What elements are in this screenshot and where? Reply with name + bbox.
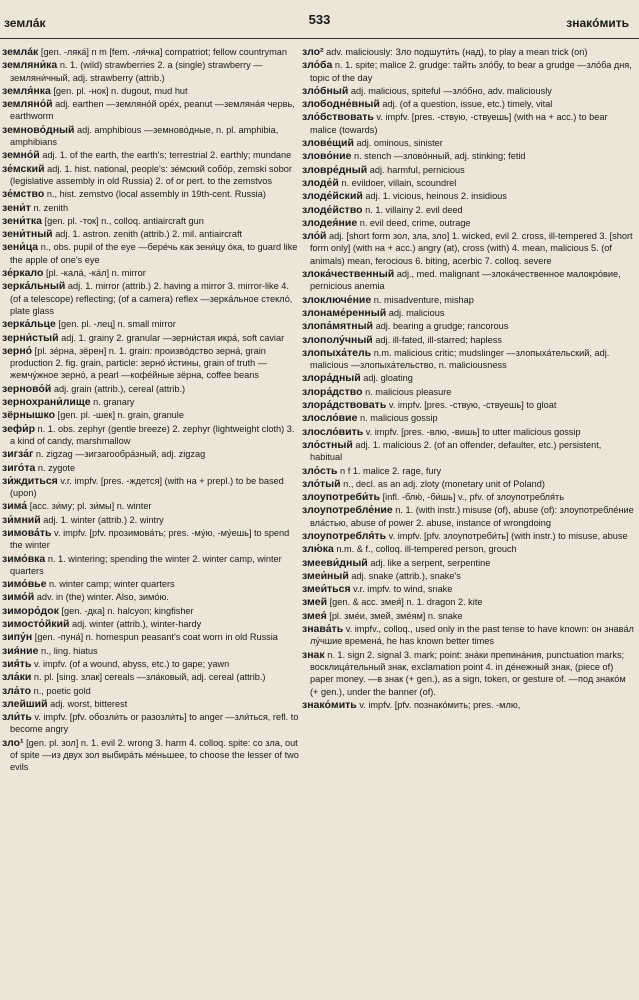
- dictionary-entry: [2, 409, 300, 421]
- entry-headword: зерни́стый: [2, 331, 59, 344]
- dictionary-entry: [302, 426, 636, 438]
- dictionary-entry: [302, 294, 636, 306]
- dictionary-entry: [2, 605, 300, 617]
- dictionary-entry: [2, 318, 300, 330]
- entry-definition: n., obs. pupil of the eye —бере́чь как зени́цу о́ка, to guard like the apple of one's eye: [10, 242, 298, 265]
- entry-definition: adj. malicious, spiteful —зло́бно, adv. maliciously: [350, 85, 552, 96]
- dictionary-entry: [302, 85, 636, 97]
- dictionary-entry: [2, 698, 300, 710]
- entry-definition: n. malicious pleasure: [365, 386, 452, 397]
- dictionary-entry: [302, 699, 636, 711]
- entry-headword: зло́й: [302, 230, 327, 243]
- entry-headword: знако́мить: [302, 698, 357, 711]
- entry-headword: злопа́мятный: [302, 320, 374, 333]
- entry-definition: n. 1. wintering; spending the winter 2. winter camp, winter quarters: [10, 553, 282, 576]
- entry-headword: зимо́вье: [2, 578, 47, 591]
- entry-headword: зло¹: [2, 736, 24, 749]
- entry-headword: зимова́ть: [2, 526, 52, 539]
- entry-headword: злово́ние: [302, 150, 352, 163]
- entry-definition: v. impfv. [pfv. прозимова́ть; pres. -му́ю, -му́ешь] to spend the winter: [10, 527, 290, 551]
- entry-definition: adj. malicious: [388, 307, 445, 318]
- dictionary-entry: [302, 478, 636, 490]
- entry-headword: зимо́й: [2, 591, 35, 604]
- entry-headword: зимо́вка: [2, 552, 46, 565]
- dictionary-entry: [302, 217, 636, 229]
- entry-headword: зиго́та: [2, 461, 36, 474]
- left-column: [2, 46, 300, 1000]
- dictionary-entry: [2, 149, 300, 161]
- dictionary-entry: [302, 583, 636, 595]
- dictionary-entry: [302, 307, 636, 319]
- entry-definition: n. zigzag —зигзагообра́зный, adj. zigzag: [35, 449, 206, 460]
- entry-definition: [gen. pl. зол] n. 1. evil 2. wrong 3. harm 4. colloq. spite: со зла, out of spite —из двух зол выбира́ть ме́ньшее, to choose the lesser of two evils: [10, 737, 299, 773]
- dictionary-entry: [2, 578, 300, 590]
- dictionary-entry: [2, 124, 300, 149]
- dictionary-entry: [2, 514, 300, 526]
- entry-headword: знак: [302, 648, 325, 661]
- dictionary-entry: [2, 711, 300, 736]
- entry-definition: n. 1. sign 2. signal 3. mark; point: зна́ки препина́ния, punctuation marks; восклица́тельный знак, exclamation point 4. in де́нежный знак, (piece of) paper money. —в знак (+ gen.), as a sign, token, or gesture of. —под знако́м (+ gen.), under the banner (of).: [310, 649, 626, 697]
- entry-definition: adj. ominous, sinister: [356, 138, 443, 149]
- entry-headword: зло́тый: [302, 477, 341, 490]
- entry-definition: adj. gloating: [363, 373, 413, 384]
- dictionary-entry: [302, 190, 636, 202]
- entry-definition: adj. 1. winter (attrib.) 2. wintry: [43, 514, 164, 525]
- entry-headword: злоде́й: [302, 176, 339, 189]
- entry-headword: злодея́ние: [302, 216, 358, 229]
- entry-headword: злора́дствовать: [302, 399, 387, 412]
- dictionary-entry: [2, 737, 300, 774]
- entry-headword: злополу́чный: [302, 333, 373, 346]
- entry-headword: земля́нка: [2, 84, 51, 97]
- entry-definition: adj. bearing a grudge; rancorous: [375, 321, 509, 332]
- entry-definition: [gen. -пуна́] n. homespun peasant's coat worn in old Russia: [34, 632, 278, 643]
- dictionary-entry: [2, 383, 300, 395]
- entry-definition: n. 1. (wild) strawberries 2. a (single) strawberry —земляни́чный, adj. strawberry (attrib.): [10, 60, 263, 83]
- entry-definition: n. pl. [sing. злак] cereals —зла́ковый, adj. cereal (attrib.): [33, 672, 266, 683]
- entry-headword: зефи́р: [2, 422, 35, 435]
- entry-definition: adj. ill-fated, ill-starred; hapless: [375, 334, 502, 345]
- entry-definition: n. granary: [93, 397, 135, 408]
- entry-headword: зия́ние: [2, 644, 39, 657]
- dictionary-entry: [302, 610, 636, 622]
- entry-headword: зёрнышко: [2, 409, 56, 422]
- dictionary-entry: [2, 618, 300, 630]
- entry-headword: зли́ть: [2, 711, 32, 724]
- entry-headword: зени́т: [2, 201, 31, 214]
- entry-definition: v. impfv. [pfv. злоупотреби́ть] (with instr.) to misuse, abuse: [388, 530, 628, 541]
- entry-headword: зло́сть: [302, 464, 338, 477]
- entry-headword: злосло́вить: [302, 425, 364, 438]
- entry-definition: [gen. pl. -нок] n. dugout, mud hut: [53, 85, 188, 96]
- dictionary-entry: [302, 59, 636, 84]
- entry-definition: v.r. impfv. to wind, snake: [353, 584, 453, 595]
- dictionary-entry: [302, 570, 636, 582]
- entry-definition: adj. 1. of the earth, the earth's; terrestrial 2. earthly; mundane: [42, 150, 292, 161]
- page-number: 533: [308, 12, 331, 27]
- entry-definition: n. misadventure, mishap: [373, 294, 474, 305]
- entry-headword: злоупотреби́ть: [302, 491, 381, 504]
- dictionary-entry: [2, 280, 300, 317]
- entry-definition: [gen. & acc. змея́] n. 1. dragon 2. kite: [329, 597, 483, 608]
- entry-headword: злонаме́ренный: [302, 306, 387, 319]
- entry-headword: зерново́й: [2, 382, 52, 395]
- entry-headword: злосло́вие: [302, 412, 358, 425]
- entry-definition: n., poetic gold: [33, 685, 91, 696]
- dictionary-entry: [302, 465, 636, 477]
- entry-definition: n. 1. villainy 2. evil deed: [365, 204, 463, 215]
- dictionary-entry: [302, 111, 636, 136]
- dictionary-entry: [302, 399, 636, 411]
- entry-headword: зе́ркало: [2, 267, 44, 280]
- dictionary-entry: [2, 423, 300, 448]
- entry-definition: n.m. & f., colloq. ill-tempered person, grouch: [336, 544, 517, 555]
- dictionary-entry: [302, 347, 636, 372]
- dictionary-entry: [302, 164, 636, 176]
- entry-headword: змеи́ться: [302, 583, 351, 596]
- dictionary-entry: [2, 188, 300, 200]
- entry-headword: злоключе́ние: [302, 293, 372, 306]
- dictionary-entry: [2, 46, 300, 58]
- dictionary-entry: [2, 591, 300, 603]
- entry-headword: злейший: [2, 697, 48, 710]
- dictionary-entry: [302, 649, 636, 698]
- left-guide-word: землáк: [4, 16, 46, 30]
- dictionary-entry: [302, 543, 636, 555]
- entry-headword: зло́стный: [302, 438, 353, 451]
- entry-definition: adj. [short form зол, зла, зло] 1. wicked, evil 2. cross, ill-tempered 3. [short form only] (with на + acc.) angry (at), cross (with) 4. mean, malicious 5. (of animals) mean, ferocious 6. biting, acerbic 7. colloq. severe: [310, 231, 633, 266]
- entry-headword: змеи́ный: [302, 569, 349, 582]
- entry-headword: злоде́йский: [302, 190, 363, 203]
- dictionary-entry: [2, 631, 300, 643]
- entry-headword: злове́щий: [302, 137, 354, 150]
- entry-definition: adj. 1. grainy 2. granular —зерни́стая икра́, soft caviar: [61, 332, 285, 343]
- entry-definition: n. evil deed, crime, outrage: [359, 217, 471, 228]
- entry-headword: зе́мский: [2, 162, 45, 175]
- entry-headword: зи́мний: [2, 513, 41, 526]
- entry-headword: зерно́: [2, 344, 33, 357]
- entry-headword: змееви́дный: [302, 556, 368, 569]
- dictionary-entry: [2, 462, 300, 474]
- entry-headword: зени́тка: [2, 214, 42, 227]
- dictionary-entry: [2, 98, 300, 123]
- right-column: [302, 46, 636, 1000]
- entry-headword: змей: [302, 596, 328, 609]
- entry-headword: злоде́йство: [302, 203, 363, 216]
- entry-definition: n. malicious gossip: [360, 413, 438, 424]
- entry-definition: adj. 1. astron. zenith (attrib.) 2. mil. antiaircraft: [55, 229, 243, 240]
- entry-definition: adj. amphibious —земново́дные, n. pl. amphibia, amphibians: [10, 124, 279, 148]
- entry-definition: [gen. pl. -шек] n. grain, granule: [57, 410, 184, 421]
- entry-headword: земляно́й: [2, 98, 53, 111]
- entry-headword: злока́чественный: [302, 268, 395, 281]
- running-head: [0, 10, 639, 34]
- entry-headword: зло́бствовать: [302, 111, 374, 124]
- entry-definition: [gen. pl. -ток] n., colloq. antiaircraft gun: [44, 215, 204, 226]
- entry-definition: v.r. impfv. [pres. -ждется] (with на + prepl.) to be based (upon): [10, 475, 284, 499]
- entry-definition: [pl. зе́рна, зёрен] n. 1. grain: произво́дство зерна́, grain production 2. fig. grain, particle: зерно́ и́стины, grain of truth —жемчу́жное зерно́, a pearl —кофе́йные зёрна, coffee beans: [10, 345, 267, 381]
- dictionary-entry: [2, 448, 300, 460]
- entry-definition: n.m. malicious critic; mudslinger —злопыха́тельский, adj. malicious —злопыха́тельство, n. maliciousness: [310, 347, 610, 371]
- entry-headword: землáк: [2, 46, 39, 58]
- entry-definition: n., ling. hiatus: [41, 645, 98, 656]
- entry-headword: зло²: [302, 46, 324, 58]
- entry-headword: злоупотребле́ние: [302, 504, 393, 517]
- entry-definition: n., hist. zemstvo (local assembly in 19th-cent. Russia): [46, 189, 266, 200]
- dictionary-entry: [302, 98, 636, 110]
- entry-headword: зла́ки: [2, 671, 32, 684]
- entry-definition: [gen. pl. -лец] n. small mirror: [58, 319, 176, 330]
- entry-headword: зловре́дный: [302, 163, 368, 176]
- entry-headword: злора́дство: [302, 385, 363, 398]
- dictionary-entry: [2, 671, 300, 683]
- entry-definition: v. impfv., colloq., used only in the past tense to have known: он знава́л лу́чшие времена́, he has known better times: [310, 624, 634, 647]
- entry-definition: n f 1. malice 2. rage, fury: [340, 465, 442, 476]
- entry-headword: зерка́льце: [2, 318, 56, 331]
- entry-headword: злободне́вный: [302, 98, 380, 111]
- entry-definition: v. impfv. [pres. -влю, -вишь] to utter malicious gossip: [365, 426, 581, 437]
- dictionary-entry: [302, 204, 636, 216]
- entry-definition: adj. like a serpent, serpentine: [370, 557, 491, 568]
- entry-headword: земново́дный: [2, 123, 75, 136]
- entry-headword: зло́бный: [302, 84, 349, 97]
- entry-definition: [pl. -кала́, -ка́л] n. mirror: [45, 268, 146, 279]
- dictionary-entry: [2, 85, 300, 97]
- entry-headword: зиморо́док: [2, 604, 59, 617]
- entry-definition: [infl. -блю́, -би́шь] v., pfv. of злоупотребля́ть: [382, 492, 564, 503]
- entry-headword: злю́ка: [302, 543, 334, 556]
- entry-definition: [pl. зме́и, змей, зме́ям] n. snake: [329, 610, 463, 621]
- dictionary-entry: [302, 439, 636, 464]
- dictionary-entry: [302, 623, 636, 648]
- dictionary-entry: [2, 658, 300, 670]
- entry-headword: зи́ждиться: [2, 474, 58, 487]
- entry-headword: зипу́н: [2, 631, 33, 644]
- entry-definition: adj. 1. hist. national, people's: зе́мский собо́р, zemski sobor (legislative assembly in old Russia) 2. of or pert. to the zemstvos: [10, 163, 292, 186]
- entry-definition: adv. in (the) winter. Also, зимо́ю.: [36, 592, 169, 603]
- entry-definition: adj. (of a question, issue, etc.) timely, vital: [382, 99, 553, 110]
- dictionary-entry: [2, 215, 300, 227]
- dictionary-entry: [2, 500, 300, 512]
- dictionary-entry: [2, 345, 300, 382]
- dictionary-entry: [302, 320, 636, 332]
- entry-headword: зе́мство: [2, 188, 45, 201]
- entry-definition: adj. worst, bitterest: [50, 698, 128, 709]
- entry-definition: n. 1. obs. zephyr (gentle breeze) 2. zephyr (lightweight cloth) 3. a kind of candy, marshmallow: [10, 423, 295, 446]
- dictionary-entry: [2, 163, 300, 188]
- entry-definition: adj. 1. mirror (attrib.) 2. having a mirror 3. mirror-like 4. (of a telescope) reflecting; (of a camera) reflex —зерка́льное стекло́, plate glass: [10, 281, 293, 316]
- entry-definition: adv. maliciously: Зло подшути́ть (над), to play a mean trick (on): [326, 47, 588, 57]
- entry-definition: v. impfv. [pfv. познако́мить; pres. -млю,: [359, 699, 521, 710]
- dictionary-entry: [2, 241, 300, 266]
- dictionary-entry: [302, 386, 636, 398]
- entry-definition: n. evildoer, villain, scoundrel: [341, 177, 457, 188]
- dictionary-entry: [302, 46, 636, 58]
- entry-definition: [gen. -лякá] n m [fem. -ля́чка] compatriot; fellow countryman: [40, 47, 288, 57]
- entry-definition: [acc. зи́му; pl. зи́мы] n. winter: [29, 501, 152, 512]
- header-rule: [0, 38, 639, 39]
- dictionary-entry: [2, 645, 300, 657]
- entry-definition: n., decl. as an adj. zloty (monetary unit of Poland): [343, 478, 545, 489]
- entry-headword: зернохрани́лище: [2, 396, 91, 409]
- dictionary-entry: [302, 230, 636, 267]
- entry-headword: зло́ба: [302, 59, 333, 72]
- entry-headword: зигза́г: [2, 448, 34, 461]
- dictionary-entry: [2, 475, 300, 500]
- entry-headword: зерка́льный: [2, 280, 66, 293]
- entry-headword: злора́дный: [302, 372, 361, 385]
- dictionary-entry: [2, 685, 300, 697]
- dictionary-entry: [302, 150, 636, 162]
- dictionary-entry: [302, 268, 636, 293]
- dictionary-entry: [302, 334, 636, 346]
- entry-definition: adj., med. malignant —злока́чественное малокро́вие, pernicious anemia: [310, 269, 621, 292]
- entry-definition: n. stench —злово́нный, adj. stinking; fetid: [353, 151, 526, 162]
- dictionary-entry: [2, 228, 300, 240]
- entry-headword: змея́: [302, 609, 327, 622]
- entry-definition: n. zygote: [37, 462, 76, 473]
- entry-headword: злопыха́тель: [302, 346, 372, 359]
- entry-headword: злоупотребля́ть: [302, 529, 387, 542]
- entry-definition: v. impfv. [pres. -ствую, -ствуешь] (with на + acc.) to bear malice (towards): [310, 112, 608, 135]
- entry-definition: adj. 1. vicious, heinous 2. insidious: [365, 191, 507, 202]
- dictionary-entry: [302, 504, 636, 529]
- entry-definition: n. zenith: [33, 202, 69, 213]
- entry-headword: зима́: [2, 500, 28, 513]
- dictionary-entry: [302, 557, 636, 569]
- entry-definition: v. impfv. [pres. -ствую, -ствуешь] to gloat: [388, 400, 557, 411]
- dictionary-entry: [302, 412, 636, 424]
- entry-definition: v. impfv. (of a wound, abyss, etc.) to gape; yawn: [33, 658, 230, 669]
- dictionary-entry: [302, 596, 636, 608]
- dictionary-entry: [2, 202, 300, 214]
- entry-headword: зимосто́йкий: [2, 618, 70, 631]
- dictionary-entry: [2, 332, 300, 344]
- dictionary-entry: [302, 177, 636, 189]
- entry-definition: n. 1. spite; malice 2. grudge: тайть зло́бу, to bear a grudge —зло́ба дня, topic of the day: [310, 60, 632, 83]
- entry-definition: adj. 1. malicious 2. (of an offender, defaulter, etc.) persistent, habitual: [310, 439, 602, 463]
- dictionary-entry: [302, 530, 636, 542]
- dictionary-entry: [302, 137, 636, 149]
- entry-headword: зени́ца: [2, 241, 39, 254]
- entry-definition: n. 1. (with instr.) misuse (of), abuse (of): злоупотребле́ние вла́стью, abuse of power 2. abuse, instance of wrongdoing: [310, 505, 634, 528]
- dictionary-entry: [2, 553, 300, 578]
- dictionary-entry: [2, 267, 300, 279]
- dictionary-entry: [2, 396, 300, 408]
- entry-headword: зени́тный: [2, 228, 53, 241]
- dictionary-entry: [302, 372, 636, 384]
- dictionary-entry: [2, 59, 300, 84]
- right-guide-word: знакóмить: [566, 16, 629, 30]
- entry-definition: [gen. -дка] n. halcyon; kingfisher: [61, 605, 194, 616]
- entry-definition: adj. snake (attrib.), snake's: [351, 570, 461, 581]
- dictionary-entry: [2, 527, 300, 552]
- entry-definition: adj. grain (attrib.), cereal (attrib.): [53, 383, 186, 394]
- entry-definition: v. impfv. [pfv. обозли́ть or разозли́ть] to anger —зли́ться, refl. to become angry: [10, 712, 299, 735]
- entry-headword: земно́й: [2, 149, 40, 162]
- entry-headword: земляни́ка: [2, 59, 58, 72]
- dictionary-entry: [302, 491, 636, 503]
- entry-definition: adj. harmful, pernicious: [369, 164, 465, 175]
- entry-headword: зия́ть: [2, 657, 32, 670]
- entry-headword: знава́ть: [302, 623, 344, 636]
- entry-definition: adj. earthen —земляно́й оре́х, peanut —земляна́я червь, earthworm: [10, 99, 295, 122]
- entry-definition: adj. winter (attrib.), winter-hardy: [72, 619, 202, 630]
- entry-definition: n. winter camp; winter quarters: [49, 579, 175, 590]
- entry-headword: зла́то: [2, 684, 32, 697]
